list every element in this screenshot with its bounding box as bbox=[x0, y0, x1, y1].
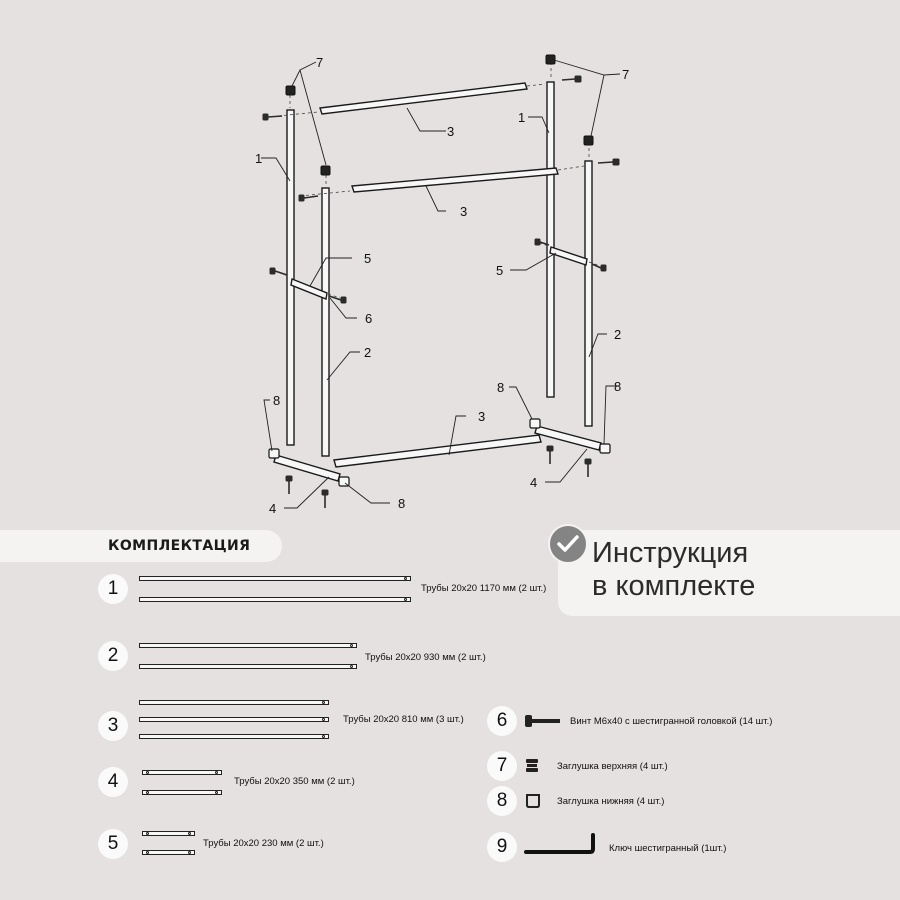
tube-810-b bbox=[139, 717, 329, 722]
tube-930-a bbox=[139, 643, 357, 648]
hex-key-icon bbox=[524, 832, 596, 856]
item-5-desc: Трубы 20х20 230 мм (2 шт.) bbox=[203, 838, 324, 849]
screw-mid-left bbox=[299, 195, 318, 201]
right-post-2 bbox=[585, 161, 592, 426]
screw-foot-left-b bbox=[322, 490, 328, 508]
callout-8-right-a: 8 bbox=[497, 380, 505, 395]
bottom-cap-right-1 bbox=[530, 419, 540, 428]
item-number-3: 3 bbox=[98, 711, 128, 741]
screw-foot-right-a bbox=[547, 446, 553, 464]
screw-foot-right-b bbox=[585, 459, 591, 477]
right-mid-connector bbox=[550, 247, 587, 265]
callout-1-left: 1 bbox=[255, 151, 263, 166]
tube-230-b bbox=[142, 850, 195, 855]
screw-foot-left-a bbox=[286, 476, 292, 494]
item-number-5: 5 bbox=[98, 829, 128, 859]
top-bar-front bbox=[352, 168, 558, 192]
item-7-desc: Заглушка верхняя (4 шт.) bbox=[557, 761, 668, 772]
screw-top-right bbox=[562, 76, 581, 82]
top-cap-left-2 bbox=[321, 166, 330, 175]
screw-icon bbox=[525, 713, 561, 729]
item-number-8: 8 bbox=[487, 786, 517, 816]
screw-conn-left-a bbox=[270, 268, 287, 275]
item-8-desc: Заглушка нижняя (4 шт.) bbox=[557, 796, 665, 807]
left-foot-bar bbox=[274, 455, 340, 481]
tube-1170-b bbox=[139, 597, 411, 602]
item-2-desc: Трубы 20х20 930 мм (2 шт.) bbox=[365, 652, 486, 663]
item-number-4: 4 bbox=[98, 767, 128, 797]
note-line-2: в комплекте bbox=[592, 570, 756, 602]
tube-350-b bbox=[142, 790, 222, 795]
check-icon bbox=[548, 524, 588, 564]
screw-conn-right-b bbox=[592, 264, 606, 271]
top-cap-icon bbox=[525, 758, 539, 774]
tube-930-b bbox=[139, 664, 357, 669]
callout-3-mid: 3 bbox=[460, 204, 468, 219]
top-cap-right-1 bbox=[546, 55, 555, 64]
item-number-6: 6 bbox=[487, 706, 517, 736]
right-foot-bar bbox=[535, 426, 601, 450]
item-number-1: 1 bbox=[98, 574, 128, 604]
item-9-desc: Ключ шестигранный (1шт.) bbox=[609, 843, 727, 854]
callout-8-left: 8 bbox=[273, 393, 281, 408]
item-number-9: 9 bbox=[487, 832, 517, 862]
callout-8-bottom: 8 bbox=[398, 496, 406, 511]
tube-810-c bbox=[139, 734, 329, 739]
left-post-1 bbox=[287, 110, 294, 445]
item-1-desc: Трубы 20х20 1170 мм (2 шт.) bbox=[421, 583, 547, 594]
callout-6: 6 bbox=[365, 311, 373, 326]
callout-1-right: 1 bbox=[518, 110, 526, 125]
tube-1170-a bbox=[139, 576, 411, 581]
item-number-7: 7 bbox=[487, 751, 517, 781]
callout-3-top: 3 bbox=[447, 124, 455, 139]
callout-3-bottom: 3 bbox=[478, 409, 486, 424]
kit-title: КОМПЛЕКТАЦИЯ bbox=[108, 538, 251, 554]
note-line-1: Инструкция bbox=[592, 537, 749, 569]
item-3-desc: Трубы 20х20 810 мм (3 шт.) bbox=[343, 714, 464, 725]
bottom-bar bbox=[334, 435, 541, 467]
callout-5-right: 5 bbox=[496, 263, 504, 278]
item-number-2: 2 bbox=[98, 641, 128, 671]
tube-230-a bbox=[142, 831, 195, 836]
top-cap-right-2 bbox=[584, 136, 593, 145]
callout-4-right: 4 bbox=[530, 475, 538, 490]
callout-8-right-b: 8 bbox=[614, 379, 622, 394]
bottom-cap-left-1 bbox=[269, 449, 279, 458]
top-cap-left-1 bbox=[286, 86, 295, 95]
instruction-note-text bbox=[592, 537, 755, 603]
callout-7-right: 7 bbox=[622, 67, 630, 82]
right-post-1 bbox=[547, 82, 554, 397]
screw-mid-right bbox=[598, 159, 619, 165]
item-4-desc: Трубы 20х20 350 мм (2 шт.) bbox=[234, 776, 355, 787]
top-bar-back bbox=[320, 83, 527, 114]
tube-350-a bbox=[142, 770, 222, 775]
callout-7-left: 7 bbox=[316, 55, 324, 70]
tube-810-a bbox=[139, 700, 329, 705]
callout-2-right: 2 bbox=[614, 327, 622, 342]
screw-top-left bbox=[263, 114, 282, 120]
callout-2-left: 2 bbox=[364, 345, 372, 360]
callout-5-left: 5 bbox=[364, 251, 372, 266]
left-post-2 bbox=[322, 188, 329, 456]
bottom-cap-right-2 bbox=[600, 444, 610, 453]
callout-4-left: 4 bbox=[269, 501, 277, 516]
bottom-cap-icon bbox=[525, 793, 541, 809]
item-6-desc: Винт М6х40 с шестигранной головкой (14 шт.) bbox=[570, 716, 773, 727]
